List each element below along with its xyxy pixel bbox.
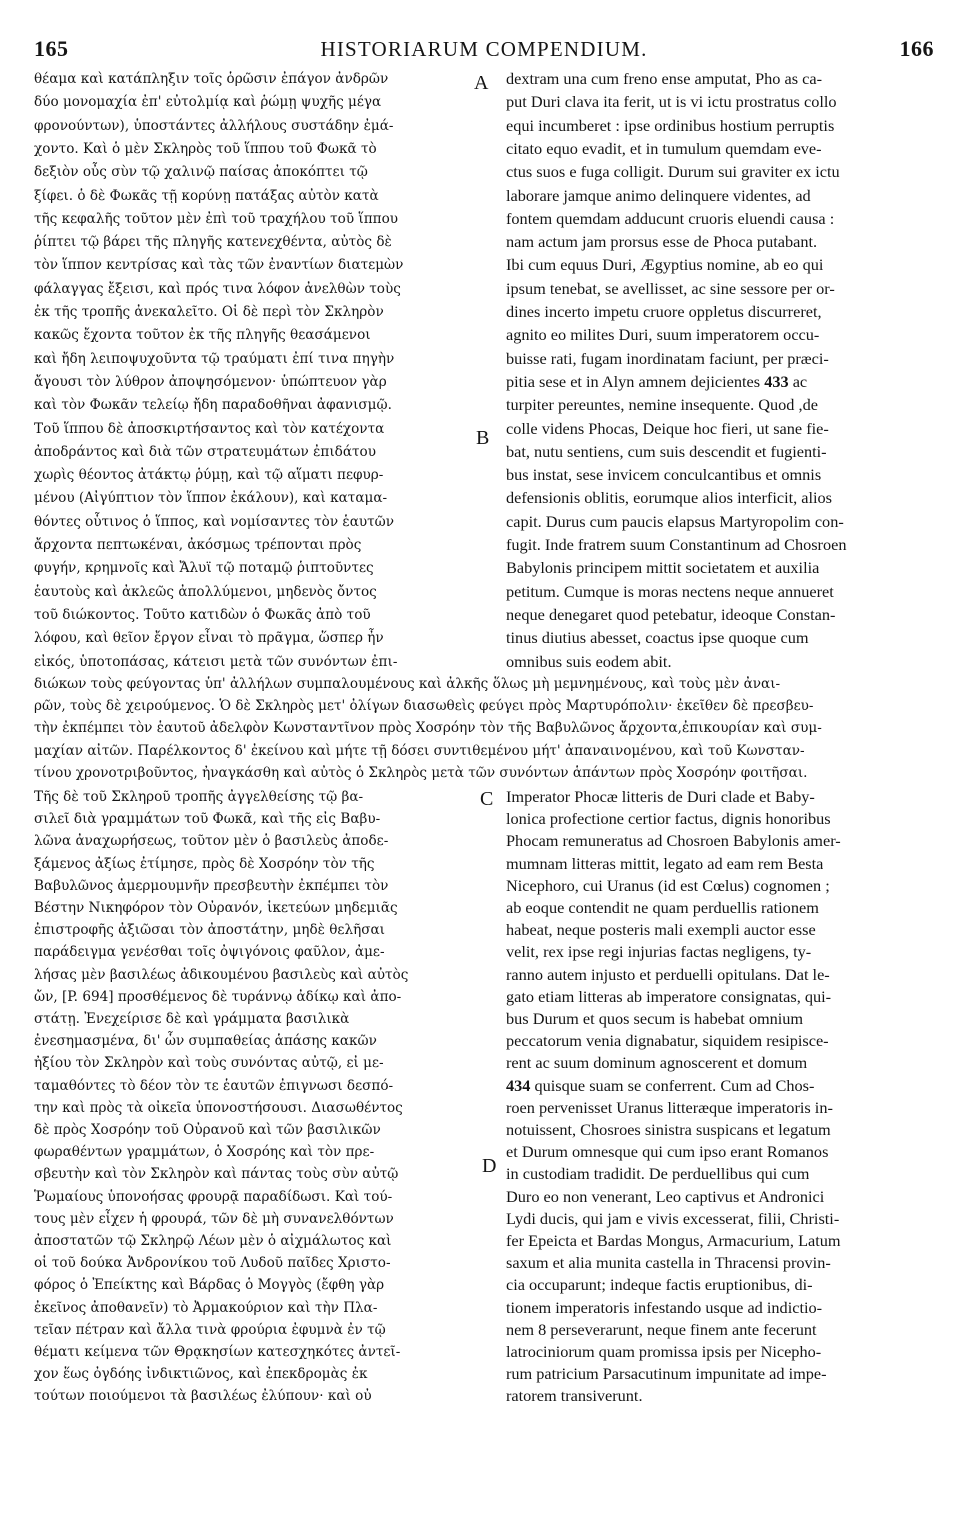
text-line: μαχίαν αἰτῶν. Παρέλκοντος δ' ἐκείνου καὶ μήτε τῇ δόσει συντιθεμένου μήτ' ἀπαναινομένου, καὶ τοῦ Κωνσταν- bbox=[34, 742, 805, 759]
text-line: velit, rex ipse regi injurias factas negligens, ty- bbox=[506, 942, 812, 962]
text-line: χωρὶς θέοντος ἀτάκτῳ ῥύμῃ, καὶ τῷ αἵματι πεφυρ- bbox=[34, 467, 384, 484]
greek-column-lower bbox=[34, 786, 496, 1408]
text-line: λόφου, καὶ θεῖον ἔργον εἶναι τὸ πρᾶγμα, ὥσπερ ἦν bbox=[34, 630, 384, 647]
text-line: στάτῃ. Ἐνεχείρισε δὲ καὶ γράμματα βασιλικὰ bbox=[34, 1011, 350, 1027]
section-marker-c: C bbox=[480, 788, 494, 810]
text-line: χον ἕως ὀγδόης ἰνδικτιῶνος, καὶ ἐπεκδρομὰς ἐκ bbox=[34, 1366, 368, 1383]
text-line: saxum et alia munita castella in Thracensi provin- bbox=[506, 1253, 831, 1273]
text-line: τὴν ἐκπέμπει τὸν ἑαυτοῦ ἀδελφὸν Κωνσταντῖνον πρὸς Χοσρόην τὸν τῆς Βαβυλῶνος ἄρχοντα,ἐπικουρίαν καὶ συμ- bbox=[34, 720, 822, 737]
text-line: τεῖαν πέτραν καὶ ἄλλα τινὰ φρούρια ἐφυμνὰ ἐν τῷ bbox=[34, 1321, 386, 1338]
text-line: τὸν ἵππον κεντρίσας καὶ τὰς τῶν ἐναντίων διατεμὼν bbox=[34, 257, 404, 274]
page-number-left: 165 bbox=[34, 36, 69, 61]
text-line: οἱ τοῦ δούκα Ἀνδρονίκου τοῦ Λυδοῦ παῖδες Χριστο- bbox=[34, 1255, 391, 1272]
text-line: παράδειγμα γενέσθαι τοῖς ὀψιγόνοις φαῦλον, ἀμε- bbox=[34, 944, 385, 961]
text-line: omnibus suis eodem abit. bbox=[506, 651, 672, 671]
text-line: ἠξίου τὸν Σκληρὸν καὶ τοὺς συνόντας αὐτῷ, εἰ με- bbox=[34, 1055, 384, 1072]
text-line: roen pervenisset Uranus litteræque imperatoris in- bbox=[506, 1097, 833, 1117]
section-marker-a: A bbox=[474, 72, 489, 94]
text-line: Imperator Phocæ litteris de Duri clade et Baby- bbox=[506, 787, 815, 806]
text-line: notuissent, Chosroes sinistra suspicans et legatum bbox=[506, 1120, 831, 1139]
text-line: tionem imperatoris infestando usque ad indictio- bbox=[506, 1297, 823, 1317]
greek-column-upper bbox=[34, 68, 496, 674]
text-line: φωραθέντων γραμμάτων, ὁ Χοσρόης καὶ τὸν πρε- bbox=[34, 1144, 375, 1161]
text-line: cia occuparunt; indeque factis eruptionibus, di- bbox=[506, 1275, 813, 1295]
text-line: ὤν, [P. 694] προσθέμενος δὲ τυράννῳ ἀδίκῳ καὶ ἀπο- bbox=[34, 988, 402, 1005]
text-line: φυγήν, κρημνοῖς καὶ Ἄλυϊ τῷ ποταμῷ ῥιπτοῦντες bbox=[34, 560, 374, 577]
text-line: ἄγουσι τὸν λύθρον ἀποψησόμενον· ὑπώπτευον γὰρ bbox=[34, 373, 387, 390]
text-line: ξάμενος ἀξίως ἐτίμησε, πρὸς δὲ Χοσρόην τὸν τῆς bbox=[34, 855, 375, 872]
text-line: petitum. Cumque is moras nectens neque annueret bbox=[506, 581, 834, 601]
text-line: σβευτὴν καὶ τὸν Σκληρὸν καὶ πάντας τοὺς σὺν αὐτῷ bbox=[34, 1166, 399, 1183]
text-line: διώκων τοὺς φεύγοντας ὑπ' ἀλλήλων συμπαλουμένους καὶ ἀλκῆς ὅλως μὴ μεμνημένους, καὶ τοὺς μὲν ἀναι- bbox=[34, 676, 781, 692]
text-line: τίνου χρονοτριβοῦντος, ἠναγκάσθη καὶ αὐτὸς ὁ Σκληρὸς μετὰ τῶν συνόντων ἁπάντων πρὸς Χοσρόην φοιτῆσαι. bbox=[34, 764, 808, 781]
text-line: fugit. Inde fratrem suum Constantinum ad Chosroen bbox=[506, 535, 847, 554]
text-line: τῆς κεφαλῆς τοῦτον μὲν ἐπὶ τοῦ τραχήλου τοῦ ἵππου bbox=[34, 210, 399, 227]
text-line: habeat, neque posteris mali exempli auctor esse bbox=[506, 920, 816, 940]
text-line: colle videns Phocas, Deique hoc fieri, ut sane fie- bbox=[506, 418, 829, 438]
text-line: capit. Durus cum paucis elapsus Martyropolim con- bbox=[506, 511, 844, 531]
text-line: τοῦ διώκοντος. Τοῦτο κατιδὼν ὁ Φωκᾶς ἀπὸ τοῦ bbox=[34, 606, 371, 623]
text-line: bus Durum et quos secum is habebat omnium bbox=[506, 1009, 804, 1028]
running-title: HISTORIARUM COMPENDIUM. bbox=[320, 37, 648, 61]
text-line: et Durum omnesque qui cum ipso erant Romanos bbox=[506, 1142, 829, 1162]
text-line: Βαβυλῶνος ἀμερμουμνῆν πρεσβευτὴν ἐκπέμπει τὸν bbox=[34, 877, 389, 894]
text-line: δύο μονομαχία ἐπ' εὐτολμίᾳ καὶ ῥώμῃ ψυχῆς μέγα bbox=[34, 94, 382, 111]
text-line-segment: ac bbox=[792, 371, 808, 391]
text-line: δεξιὸν οὖς σὺν τῷ χαλινῷ παίσας ἀποκόπτει τῷ bbox=[34, 164, 368, 181]
text-line: bat, nutu sentiens, cum suis descendit et fugienti- bbox=[506, 441, 827, 461]
text-line: ἑαυτοὺς καὶ ἀκλεῶς ἀπολλύμενοι, μηδενὸς ὄντος bbox=[34, 583, 377, 600]
text-line: ἐνεσημασμένα, δι' ὧν συμπαθείας ἁπάσης κακῶν bbox=[34, 1033, 377, 1050]
text-line: in custodiam tradidit. De perduellibus qui cum bbox=[506, 1164, 810, 1184]
text-line: nem 8 perseverarunt, neque finem ante fecerunt bbox=[506, 1319, 817, 1339]
text-line: χοντο. Καὶ ὁ μὲν Σκληρὸς τοῦ ἵππου τοῦ Φωκᾶ τὸ bbox=[34, 140, 377, 157]
text-line: neque denegaret quod petebatur, ideoque Constan- bbox=[506, 604, 836, 624]
text-line: καὶ τὸν Φωκᾶν τελείῳ ἤδη παραδοθῆναι ἀφανισμῷ. bbox=[34, 397, 392, 414]
margin-number-433: 433 bbox=[764, 371, 789, 391]
text-line: fer Epeicta et Bardas Mongus, Armacurium, Latum bbox=[506, 1231, 841, 1250]
text-line-segment: quisque suam se conferrent. Cum ad Chos- bbox=[534, 1075, 815, 1095]
text-line: καὶ ἤδη λειποψυχοῦντα τῷ τραύματι ἐπί τινα πηγὴν bbox=[34, 350, 395, 367]
page-header bbox=[34, 36, 934, 62]
text-line: τούτων ποιούμενοι τὰ βασιλέως ἐλύπουν· καὶ οὐ bbox=[34, 1388, 372, 1405]
text-line: dines incerto impetu cruore oppletus discurreret, bbox=[506, 302, 822, 321]
text-line: ταμαθόντες τὸ δέον τὸν τε ἑαυτῶν ἐπιγνωσι δεσπό- bbox=[34, 1077, 394, 1094]
text-line: dextram una cum freno ense amputat, Pho as ca- bbox=[506, 69, 823, 88]
text-line: τους μὲν εἶχεν ἡ φρουρά, τῶν δὲ μὴ συνανελθόντων bbox=[34, 1210, 394, 1227]
section-marker-d: D bbox=[482, 1155, 497, 1177]
text-line: ἐκεῖνος ἀποθανεῖν) τὸ Ἀρμακούριον καὶ τὴν Πλα- bbox=[34, 1299, 378, 1316]
text-line: Nicephoro, cui Uranus (id est Cœlus) cognomen ; bbox=[506, 875, 830, 895]
text-line: put Duri clava ita ferit, ut is vi ictu prostratus collo bbox=[506, 92, 837, 112]
text-line: σιλεῖ διὰ γραμμάτων τοῦ Φωκᾶ, καὶ τῆς εἰς Βαβυ- bbox=[34, 811, 381, 828]
text-line: ἀποδράντος καὶ διὰ τῶν στρατευμάτων ἐπιδάτου bbox=[34, 443, 376, 460]
text-line: ranno autem injusto et perduelli opitulans. Dat le- bbox=[506, 964, 830, 984]
text-line: ipsum tenebat, se avellisset, ac sine sessore per or- bbox=[506, 278, 835, 298]
text-line: θόντες οὗτινος ὁ ἵππος, καὶ νομίσαντες τὸν ἑαυτῶν bbox=[34, 513, 395, 530]
text-line: buisse rati, fugam inordinatam faciunt, per præci- bbox=[506, 348, 829, 368]
text-line: φόρος ὁ Ἐπείκτης καὶ Βάρδας ὁ Μογγὸς (ἔφθη γὰρ bbox=[34, 1277, 385, 1294]
text-line: gato etiam litteras ab imperatore consignatas, qui- bbox=[506, 986, 832, 1006]
text-line: ξίφει. ὁ δὲ Φωκᾶς τῇ κορύνῃ πατάξας αὐτὸν κατὰ bbox=[34, 187, 379, 204]
text-line: Duro eo non venerant, Leo captivus et Andronici bbox=[506, 1186, 825, 1206]
text-line: φρονούντων), ὑποστάντες ἀλλήλους συστάδην ἐμά- bbox=[34, 117, 394, 134]
text-line: θέματι κείμενα τῶν Θρᾳκησίων κατεσχηκότες ἀντεῖ- bbox=[34, 1344, 401, 1360]
text-line: Τοῦ ἵππου δὲ ἀποσκιρτήσαντος καὶ τὸν κατέχοντα bbox=[34, 420, 385, 437]
text-line: Lydi ducis, qui jam e vivis excesserat, filii, Christi- bbox=[506, 1208, 840, 1228]
text-line: ἐκ τῆς τροπῆς ἀνεκαλεῖτο. Οἱ δὲ περὶ τὸν Σκληρὸν bbox=[34, 304, 384, 320]
text-line: Phocam remuneratus ad Chosroen Babylonis amer- bbox=[506, 831, 841, 851]
text-line: ἀποστατῶν τῷ Σκληρῷ Λέων μὲν ὁ αἰχμάλωτος καὶ bbox=[34, 1233, 392, 1249]
text-line: Βέστην Νικηφόρον τὸν Οὐρανόν, ἱκετεύων μηδεμιᾶς bbox=[34, 900, 398, 916]
text-line: Τῆς δὲ τοῦ Σκληροῦ τροπῆς ἀγγελθείσης τῷ βα- bbox=[34, 789, 364, 805]
latin-column-lower bbox=[506, 786, 936, 1408]
greek-full-width-continuation bbox=[34, 673, 938, 785]
text-line: nam actum jam prorsus esse de Phoca putabant. bbox=[506, 232, 818, 252]
text-line: εἰκός, ὑποτοπάσας, κάτεισι μετὰ τῶν συνόντων ἐπι- bbox=[34, 653, 398, 670]
text-line: tinus diutius abesset, coactus ipse quoque cum bbox=[506, 628, 809, 648]
text-line: citato equo evadit, et in tumulum quemdam eve- bbox=[506, 138, 822, 158]
text-line: ctus suos e fuga colligit. Durum sui graviter ex ictu bbox=[506, 162, 840, 182]
text-line: ρῶν, τοὺς δὲ χειρούμενος. Ὁ δὲ Σκληρὸς μετ' ὀλίγων διασωθεὶς φεύγει πρὸς Μαρτυρόπολιν· ἐκεῖθεν δὲ πρεσβευ- bbox=[34, 698, 814, 715]
text-line: ratorem transiverunt. bbox=[506, 1386, 643, 1406]
text-line: lonica profectione certior factus, dignis honoribus bbox=[506, 809, 831, 829]
text-line: μένου (Αἰγύπτιον τὸν ἵππον ἐκάλουν), καὶ καταμα- bbox=[34, 490, 388, 507]
text-line: bus instat, sese invicem conculcantibus et omnis bbox=[506, 465, 822, 485]
text-line: Ῥωμαίους ὑπονοήσας φρουρᾷ παραδίδωσι. Καὶ τού- bbox=[34, 1188, 393, 1205]
text-line: την καὶ πρὸς τὰ οἰκεῖα ὑπονοστήσουσι. Διασωθέντος bbox=[34, 1099, 403, 1116]
text-line: ἄρχοντα πεπτωκέναι, ἀκόσμως τρέπονται πρὸς bbox=[34, 537, 362, 553]
text-line: equi incumberet : ipse ordinibus hostium perruptis bbox=[506, 115, 835, 135]
text-line: θέαμα καὶ κατάπληξιν τοῖς ὁρῶσιν ἐπάγον ἀνδρῶν bbox=[34, 71, 389, 87]
text-line: defensionis oblitis, eorumque alios interficit, alios bbox=[506, 488, 833, 508]
text-line: δὲ πρὸς Χοσρόην τοῦ Οὐρανοῦ καὶ τῶν βασιλικῶν bbox=[34, 1122, 381, 1138]
page-number-right: 166 bbox=[899, 36, 934, 61]
text-line bbox=[506, 371, 807, 393]
section-marker-b: B bbox=[476, 427, 490, 449]
text-line: fontem quemdam adducunt cruoris eluendi causa : bbox=[506, 208, 835, 228]
margin-number-434: 434 bbox=[506, 1075, 531, 1095]
text-line: latrociniorum quam promissa ipsis per Nicepho- bbox=[506, 1342, 822, 1361]
text-line: laborare jamque animo delinquere videntes, ad bbox=[506, 185, 811, 205]
text-line-segment: pitia sese et in Alyn amnem dejicientes bbox=[506, 371, 761, 391]
text-line: ab eoque contendit ne quam perduellis rationem bbox=[506, 898, 819, 917]
text-line: ῥίπτει τῷ βάρει τῆς πληγῆς κατενεχθέντα, αὐτὸς δὲ bbox=[34, 234, 392, 251]
text-line bbox=[506, 1075, 814, 1097]
text-line: ἐπιστροφῆς ἀξιῶσαι τὸν ἀποστάτην, μηδὲ θελῆσαι bbox=[34, 922, 386, 939]
text-line: Babylonis principem mittit societatem et auxilia bbox=[506, 558, 820, 578]
text-line: turpiter pereuntes, nemine insequente. Quod ,de bbox=[506, 395, 818, 415]
text-line: peccatorum venia dignabatur, siquidem resipisce- bbox=[506, 1031, 829, 1051]
text-line: mumnam litteras mittit, legato ad eam rem Besta bbox=[506, 853, 824, 873]
latin-column-upper bbox=[506, 68, 934, 674]
text-line: rent ac suum dominum agnoscerent et domum bbox=[506, 1053, 808, 1073]
text-line: agnito eo milites Duri, suum imperatorem occu- bbox=[506, 325, 820, 345]
text-line: Ibi cum equus Duri, Ægyptius nomine, ab eo qui bbox=[506, 255, 824, 275]
text-line: rum patricium Parsacutinum impunitate ad impe- bbox=[506, 1364, 827, 1384]
text-line: φάλαγγας ἔξεισι, καὶ πρός τινα λόφον ἀνελθὼν τοὺς bbox=[34, 280, 401, 297]
text-line: λήσας μὲν βασιλέως ἀδικουμένου βασιλεὺς καὶ αὐτὸς bbox=[34, 966, 409, 983]
text-line: λῶνα ἀναχωρήσεως, τοῦτον μὲν ὁ βασιλεὺς ἀποδε- bbox=[34, 833, 389, 850]
text-line: κακῶς ἔχοντα τοῦτον ἐκ τῆς πληγῆς θεασάμενοι bbox=[34, 327, 371, 344]
